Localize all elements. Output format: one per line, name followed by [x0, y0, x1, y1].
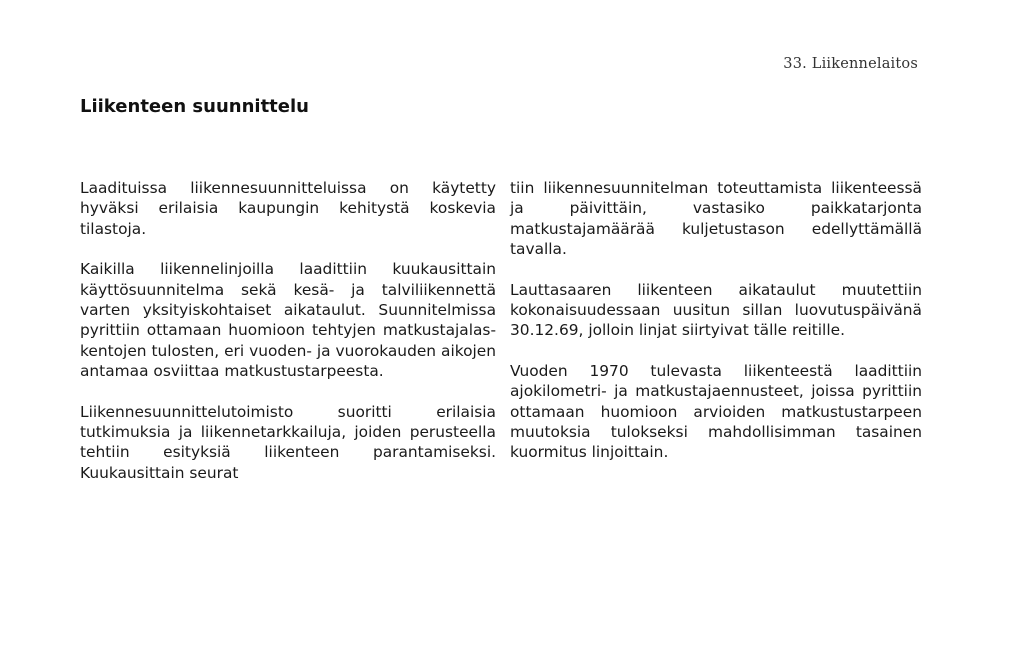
left-column	[80, 178, 496, 503]
section-title: Liikenteen suunnittelu	[80, 96, 309, 117]
paragraph: Laadituissa liikennesuunnitteluissa on käytetty hyväksi erilaisia kaupungin kehitystä koskevia tilastoja.	[80, 179, 496, 238]
paragraph: Kaikilla liikennelinjoilla laadittiin kuukausittain käyttösuunnitelma sekä kesä- ja talviliikennettä varten yksityiskohtaiset aikataulut. Suunnitelmissa pyrittiin ottamaan huomioon tehtyjen matkustajalaskentojen tulosten, eri vuoden- ja vuorokauden aikojen antamaa osviittaa matkustustarpeesta.	[80, 260, 496, 381]
paragraph: Lauttasaaren liikenteen aikataulut muutettiin kokonaisuudessaan uusitun sillan luovutuspäivänä 30.12.69, jolloin linjat siirtyivat tälle reitille.	[510, 280, 922, 340]
paragraph: Vuoden 1970 tulevasta liikenteestä laadittiin ajokilometri- ja matkustajaennusteet, joissa pyrittiin ottamaan huomioon arvioiden matkustustarpeen muutoksia tulokseksi mahdollisimman tasainen kuormitus linjoittain.	[510, 361, 922, 462]
paragraph: tiin liikennesuunnitelman toteuttamista liikenteessä ja päivittäin, vastasiko paikkatarjonta matkustajamäärää kuljetustason edellyttämällä tavalla.	[510, 179, 922, 259]
running-head: 33. Liikennelaitos	[783, 56, 918, 72]
paragraph: Liikennesuunnittelutoimisto suoritti erilaisia tutkimuksia ja liikennetarkkailuja, joiden perusteella tehtiin esityksiä liikenteen parantamiseksi. Kuukausittain seurat	[80, 402, 496, 482]
right-column	[510, 178, 922, 483]
